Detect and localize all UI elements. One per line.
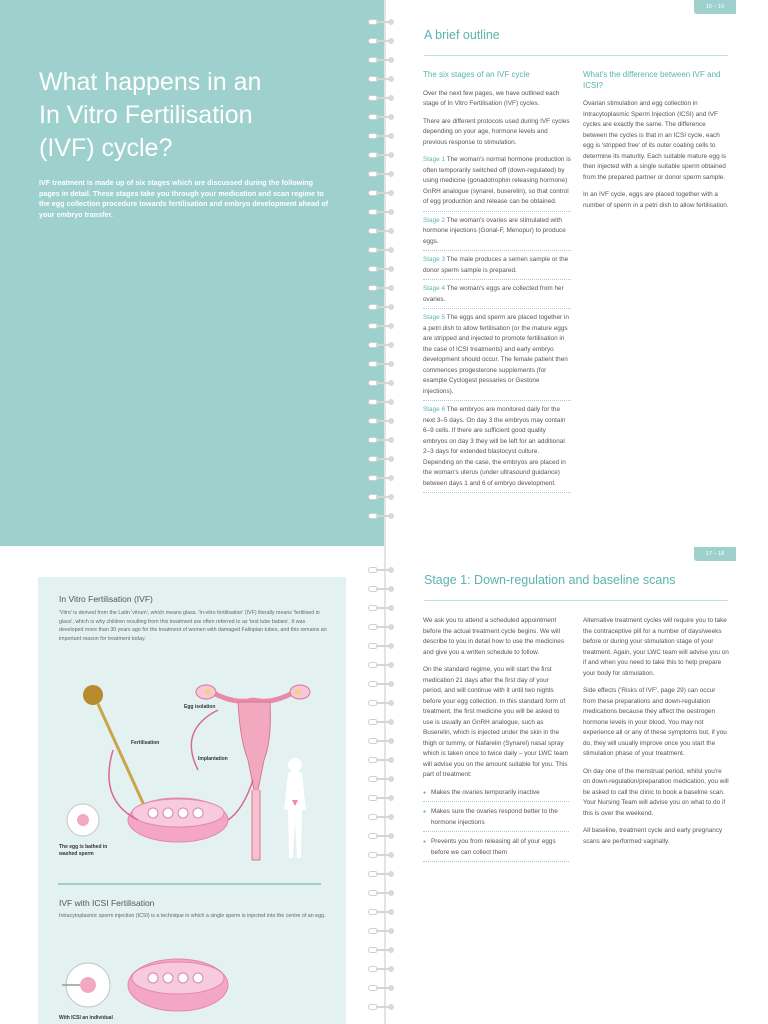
stage-label: Stage 6 [423, 406, 446, 413]
stage-text: The woman's ovaries are stimulated with hormone injections (Gonal-F, Menopur) to produce eggs. [423, 216, 566, 245]
woman-silhouette [284, 758, 306, 858]
page-number-tab: 15 – 16 [694, 0, 736, 14]
binding-ring [366, 661, 402, 669]
binding-ring [366, 284, 402, 292]
binding-ring [366, 965, 402, 973]
stage1-column-right [583, 616, 729, 854]
title-line: What happens in an [39, 68, 262, 96]
page-number-tab: 17 – 18 [694, 547, 736, 561]
binding-ring [366, 303, 402, 311]
binding-ring [366, 436, 402, 444]
binding-ring [366, 18, 402, 26]
binding-ring [366, 265, 402, 273]
stage-text: The woman's normal hormone production is often temporarily switched off (down-regulated) by using medicine (gonadotrophin releasing hormone) GnRH analogue (synarel, buserelin), so that control of egg production and release can be obtained. [423, 156, 571, 205]
ivf-description: 'Vitro' is derived from the Latin 'vitrum', which means glass. 'In-vitro fertilisation' (IVF) literally means 'fertilised in glass', which is why children resulting from this treatment are often referred to as 'test tube babies'. It was developed more than 30 years ago for the treatment of women with damaged Fallopian tubes, and this remains an important reason for treatment today. [59, 610, 327, 642]
binding-ring [366, 832, 402, 840]
binding-ring [366, 322, 402, 330]
stage-label: Stage 1 [423, 156, 446, 163]
binding-ring [366, 227, 402, 235]
binding-ring [366, 946, 402, 954]
binding-ring [366, 151, 402, 159]
ivf-icsi-column [583, 70, 731, 218]
arrow-path [228, 780, 253, 820]
stage-item [423, 255, 571, 280]
stages-column [423, 70, 571, 497]
page-title [39, 66, 359, 165]
binding-ring [366, 341, 402, 349]
binding-ring [366, 908, 402, 916]
paragraph: Over the next few pages, we have outlined each stage of In Vitro Fertilisation (IVF) cycles. [423, 89, 560, 107]
binding-ring [366, 398, 402, 406]
paragraph: We ask you to attend a scheduled appointment before the actual treatment cycle begins. We will describe to you in detail how to use the medicines and give you a written schedule to follow. [423, 617, 565, 656]
icsi-petri-dish [128, 959, 228, 1011]
binding-ring [366, 474, 402, 482]
paragraph: Ovarian stimulation and egg collection in Intracytoplasmic Sperm Injection (ICSI) and IVF cycles are exactly the same. The difference between the cycles is that in an ICSI cycle, each egg is 'stripped free' of its outer coating cells to determine its maturity. Each suitable mature egg is then injected with a single suitable sperm obtained from the prepared partner or donor sperm sample. [583, 100, 727, 181]
binding-ring [366, 889, 402, 897]
binding-ring [366, 566, 402, 574]
egg-isolation-label: Egg isolation [184, 704, 216, 710]
stage-item [423, 284, 571, 309]
stage-item [423, 405, 571, 493]
paragraph: Alternative treatment cycles will require you to take the contraceptive pill for a number of days/weeks before or during your stimulation stage of your treatment. Again, your LWC team will advise you on if and when you need to take this to help prepare your body for stimulation. [583, 617, 729, 677]
binding-ring [366, 455, 402, 463]
binding-ring [366, 493, 402, 501]
petri-dish-illustration [128, 798, 228, 842]
binding-ring [366, 56, 402, 64]
binding-ring [366, 585, 402, 593]
binding-ring [366, 360, 402, 368]
binding-ring [366, 246, 402, 254]
binding-ring [366, 170, 402, 178]
binding-ring [366, 189, 402, 197]
binding-ring [366, 417, 402, 425]
egg-inset-illustration [67, 804, 99, 836]
ivf-heading: In Vitro Fertilisation (IVF) [59, 594, 153, 604]
section-rule [424, 55, 728, 56]
panel-divider [58, 883, 321, 885]
binding-ring [366, 699, 402, 707]
title-line: In Vitro Fertilisation [39, 101, 253, 129]
ivf-diagram [58, 660, 328, 870]
icsi-heading: IVF with ICSI Fertilisation [59, 898, 155, 908]
stage-text: The embryos are monitored daily for the next 3–5 days. On day 3 the embryos may contain 6–9 cells. If there are sufficient good quality embryos on day 3 they will be left for an additional 2–3 days for extended blastocyst culture. Depending on the case, the embryos are placed in the woman's uterus (under ultrasound guidance) between days 1 and 6 of embryo development. [423, 406, 566, 487]
paragraph: All baseline, treatment cycle and early pregnancy scans are performed vaginally. [583, 827, 723, 845]
paragraph: On day one of the menstrual period, whilst you're on down-regulation/preparation medication, you will be asked to call the clinic to book a baseline scan. Your Nursing Team will advise you on what to do if this is over the weekend. [583, 767, 729, 817]
binding-ring [366, 927, 402, 935]
icsi-description: Intracytoplasmic sperm injection (ICSI) is a technique in which a single sperm is injected into the centre of an egg. [59, 913, 326, 919]
bullet-item: ● Prevents you from releasing all of your eggs before we can collect them [423, 837, 569, 862]
stage-text: The eggs and sperm are placed together in a petri dish to allow fertilisation (or the mature eggs are stripped and injected to promote fertilisation in the case of ICSI treatments) and early embryo development should occur. The female patient then commences progesterone supplements (for example Cyclogest pessaries or Gestone injections). [423, 314, 569, 395]
paragraph: On the standard regime, you will start the first medication 21 days after the first day of your period, and will continue with it until two nights before your egg collection. In this standard form of treatment, the first medicine you will be asked to use is usually an GnRH analogue, such as Buserelin, which is injected under the skin in the thigh or tummy, or Nafarelin (Synarel) nasal spray which is taken once to twice daily – your LWC team will advise you on the amount suitable for you. This part of treatment: [423, 666, 569, 778]
binding-ring [366, 604, 402, 612]
binding-ring [366, 642, 402, 650]
binding-ring [366, 623, 402, 631]
binding-ring [366, 113, 402, 121]
bullet-item: ● Makes sure the ovaries respond better to the hormone injections [423, 807, 569, 832]
binding-ring [366, 94, 402, 102]
section-title: A brief outline [424, 28, 500, 42]
intro-paragraph: IVF treatment is made up of six stages which are discussed during the following pages in detail. These stages take you through your medication and scan regime to the egg collection procedure towards fertilisation and embryo development ahead of your embryo transfer. [39, 178, 329, 219]
binding-ring [366, 870, 402, 878]
binding-ring [366, 737, 402, 745]
stage-label: Stage 3 [423, 256, 446, 263]
binding-ring [366, 851, 402, 859]
binding-ring [366, 813, 402, 821]
icsi-label: With ICSI an individual [59, 1015, 113, 1021]
icsi-diagram [58, 940, 258, 1024]
binding-ring [366, 794, 402, 802]
paragraph: In an IVF cycle, eggs are placed together with a number of sperm in a petri dish to allow fertilisation. [583, 191, 729, 209]
stage-item [423, 216, 571, 252]
implantation-label: Implantation [198, 756, 228, 762]
column-heading: The six stages of an IVF cycle [423, 70, 530, 79]
section-rule [424, 600, 728, 601]
section-title: Stage 1: Down-regulation and baseline scans [424, 573, 676, 587]
stage-item [423, 313, 571, 401]
bullet-item: ● Makes the ovaries temporarily inactive [423, 788, 569, 803]
stage-label: Stage 4 [423, 285, 446, 292]
binding-ring [366, 379, 402, 387]
binding-ring [366, 756, 402, 764]
fertilisation-label: Fertilisation [131, 740, 160, 746]
binding-ring [366, 775, 402, 783]
binding-ring [366, 718, 402, 726]
egg-bathed-label: The egg is bathed in washed sperm [59, 844, 108, 857]
stage1-column-left [423, 616, 569, 867]
binding-ring [366, 1003, 402, 1011]
icsi-egg-inset [62, 963, 110, 1007]
title-line: (IVF) cycle? [39, 134, 173, 162]
binding-ring [366, 208, 402, 216]
binding-ring [366, 512, 402, 520]
stage-text: The male produces a semen sample or the donor sperm sample is prepared. [423, 256, 569, 274]
binding-ring [366, 37, 402, 45]
stage-label: Stage 2 [423, 216, 446, 224]
stage-text: The woman's eggs are collected from her ovaries. [423, 285, 564, 303]
stage-label: Stage 5 [423, 314, 446, 321]
paragraph: Side effects ('Risks of IVF', page 29) can occur from these preparations and down-regulation medications because they affect the oestrogen hormone levels in your blood. You may not experience all or any of these symptoms but, if you do, they will usually improve once you start the stimulation phase of your treatment. [583, 687, 727, 757]
stage-item [423, 155, 571, 212]
spiral-binding [366, 0, 402, 1024]
binding-ring [366, 75, 402, 83]
binding-ring [366, 132, 402, 140]
binding-ring [366, 984, 402, 992]
paragraph: There are different protocols used during IVF cycles depending on your age, hormone levels and previous response to stimulation. [423, 117, 570, 146]
column-heading: What's the difference between IVF and ICSI? [583, 70, 721, 90]
binding-ring [366, 680, 402, 688]
